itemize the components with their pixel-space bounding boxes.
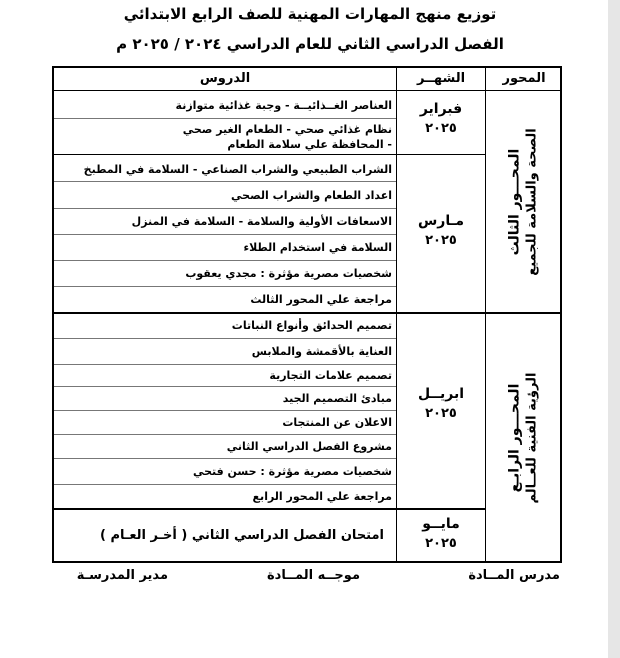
header-divider <box>54 90 560 91</box>
month-may: مايــو ٢٠٢٥ <box>422 516 460 551</box>
row-divider <box>54 364 396 365</box>
lesson-item: تصميم الحدائق وأنواع النباتات <box>231 319 392 332</box>
header-axis: المحور <box>502 71 546 86</box>
header-lessons: الدروس <box>199 71 251 86</box>
lesson-item: مبادئ التصميم الجيد <box>282 392 392 405</box>
footer-supervisor: موجــه المــادة <box>266 568 360 583</box>
lesson-item: العناصر الغــذائيــة - وجبة غذائية متوازنة <box>175 99 392 112</box>
axis-cell-4 <box>486 314 560 561</box>
row-divider <box>54 458 396 459</box>
lesson-item: الشراب الطبيعي والشراب الصناعي - السلامة في المطبخ <box>83 163 392 176</box>
lesson-item: السلامة في استخدام الطلاء <box>243 241 392 254</box>
month-february: فبراير ٢٠٢٥ <box>419 101 463 136</box>
lesson-item: الاعلان عن المنتجات <box>282 416 392 429</box>
lesson-item: مراجعة علي المحور الرابع <box>252 490 392 503</box>
row-divider <box>54 234 396 235</box>
header-month: الشهــر <box>416 71 466 86</box>
row-divider <box>54 260 396 261</box>
row-divider <box>54 434 396 435</box>
row-divider <box>54 118 396 119</box>
month-april: ابريــل ٢٠٢٥ <box>417 386 465 421</box>
lesson-item: شخصيات مصرية مؤثرة : حسن فتحي <box>192 465 392 478</box>
column-divider-month <box>396 68 397 561</box>
row-divider <box>54 410 396 411</box>
footer-teacher: مدرس المــادة <box>468 568 560 583</box>
row-divider <box>54 286 396 287</box>
lesson-item: نظام غذائي صحي - الطعام الغير صحي <box>182 123 392 136</box>
lesson-item: مراجعة علي المحور الثالث <box>250 293 392 306</box>
page-title: توزيع منهج المهارات المهنية للصف الرابع الابتدائي <box>123 5 497 23</box>
axis-label-3: المحـــور الثالث الصحة والسلامة للجميع <box>506 127 540 276</box>
row-divider <box>54 338 396 339</box>
axis-cell-3 <box>486 91 560 312</box>
lesson-item: مشروع الفصل الدراسي الثاني <box>226 440 392 453</box>
final-exam: امتحان الفصل الدراسي الثاني ( أخـر العـام ) <box>100 528 384 543</box>
month-march: مـارس ٢٠٢٥ <box>417 213 465 248</box>
lesson-item: اعداد الطعام والشراب الصحي <box>231 189 392 202</box>
axis-divider <box>54 312 560 314</box>
row-divider <box>54 208 396 209</box>
lesson-item: شخصيات مصرية مؤثرة : مجدي يعقوب <box>185 267 392 280</box>
month-divider <box>54 154 485 155</box>
lesson-item: الاسعافات الأولية والسلامة - السلامة في المنزل <box>131 215 392 228</box>
lesson-item: العناية بالأقمشة والملابس <box>251 345 392 358</box>
axis-label-4: المحـــور الرابـع الرؤية الفنية للعــالم <box>506 372 540 503</box>
row-divider <box>54 484 396 485</box>
curriculum-table <box>52 66 562 563</box>
lesson-item: - المحافظة علي سلامة الطعام <box>227 138 392 151</box>
footer-principal: مدير المدرسـة <box>76 568 168 583</box>
page-subtitle: الفصل الدراسي الثاني للعام الدراسي ٢٠٢٤ / ٢٠٢٥ م <box>116 35 504 53</box>
page-edge-shadow <box>608 0 620 658</box>
row-divider <box>54 386 396 387</box>
row-divider <box>54 181 396 182</box>
lesson-item: تصميم علامات التجارية <box>269 369 392 382</box>
month-divider <box>54 508 485 510</box>
